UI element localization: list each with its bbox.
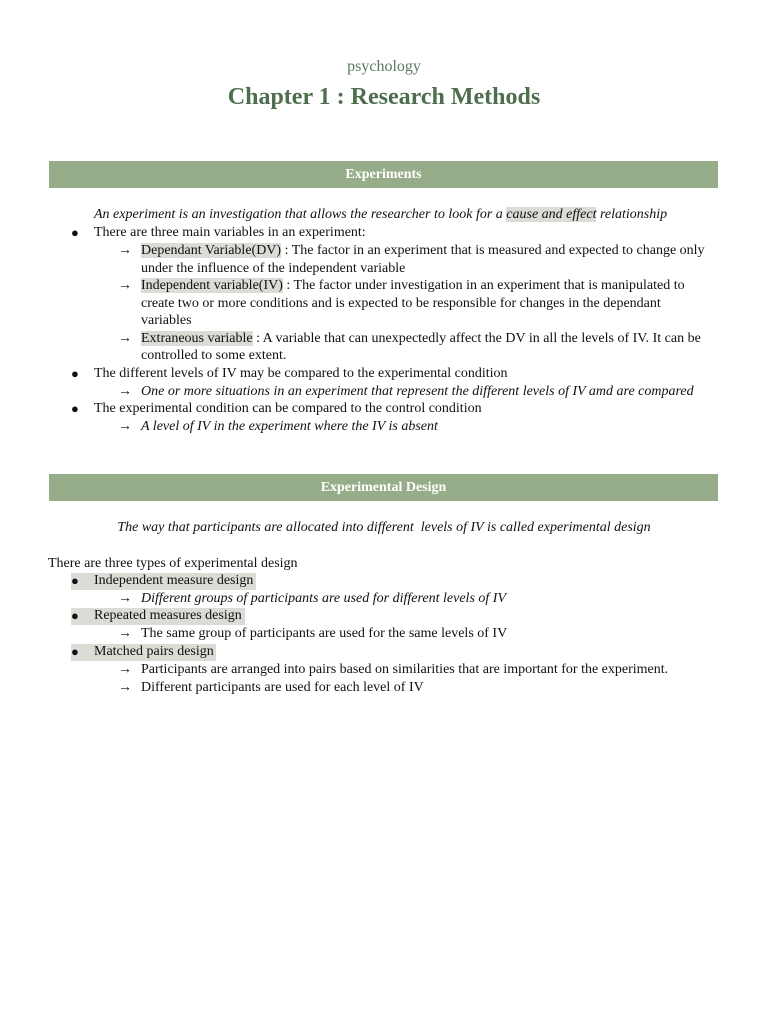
bullet-icon: ● — [71, 608, 79, 623]
bullet-icon: ● — [71, 401, 79, 416]
section-header-experiments: Experiments — [49, 161, 718, 188]
arrow-icon: → — [118, 384, 132, 399]
matched-note-2: Different participants are used for each level of IV — [141, 680, 424, 695]
design-intro: There are three types of experimental design — [48, 556, 298, 571]
bullet-icon: ● — [71, 644, 79, 659]
subject-label: psychology — [347, 58, 421, 75]
section-header-experimental-design: Experimental Design — [49, 474, 718, 501]
iv-desc: : The factor under investigation in an experiment that is manipulated to — [282, 278, 685, 293]
design-type-independent: Independent measure design — [94, 573, 254, 588]
definition-text-pre: An experiment is an investigation that allows the researcher to look for a — [94, 207, 507, 222]
dv-definition-line2: under the influence of the independent variable — [141, 261, 406, 276]
design-definition: The way that participants are allocated into different levels of IV is called experimental design — [117, 520, 651, 535]
iv-term: Independent variable(IV) — [141, 278, 283, 293]
independent-note: Different groups of participants are used for different levels of IV — [141, 591, 506, 606]
arrow-icon: → — [118, 626, 132, 641]
chapter-title: Chapter 1 : Research Methods — [227, 84, 541, 110]
ev-definition-line1 — [141, 330, 701, 348]
iv-definition-line1 — [141, 277, 685, 295]
bullet-icon: ● — [71, 225, 79, 240]
bullet-control-condition: The experimental condition can be compared to the control condition — [94, 401, 482, 416]
arrow-icon: → — [118, 243, 132, 258]
iv-definition-line2: create two or more conditions and is expected to be responsible for changes in the dependant — [141, 296, 661, 311]
ev-term: Extraneous variable — [141, 331, 253, 346]
ev-desc: : A variable that can unexpectedly affect the DV in all the levels of IV. It can be — [252, 331, 701, 346]
iv-definition-line3: variables — [141, 313, 192, 328]
bullet-icon: ● — [71, 366, 79, 381]
arrow-icon: → — [118, 591, 132, 606]
design-type-matched: Matched pairs design — [94, 644, 214, 659]
control-condition-note: A level of IV in the experiment where the IV is absent — [141, 419, 438, 434]
highlight-cause-effect: cause and effect — [506, 207, 597, 222]
dv-definition-line1 — [141, 242, 705, 260]
dv-desc: : The factor in an experiment that is measured and expected to change only — [281, 243, 705, 258]
definition-text-post: relationship — [596, 207, 668, 222]
bullet-three-variables: There are three main variables in an experiment: — [94, 225, 366, 240]
arrow-icon: → — [118, 662, 132, 677]
dv-term: Dependant Variable(DV) — [141, 243, 282, 258]
arrow-icon: → — [118, 278, 132, 293]
arrow-icon: → — [118, 331, 132, 346]
bullet-levels-iv: The different levels of IV may be compared to the experimental condition — [94, 366, 508, 381]
design-type-repeated: Repeated measures design — [94, 608, 242, 623]
bullet-icon: ● — [71, 573, 79, 588]
levels-iv-note: One or more situations in an experiment that represent the different levels of IV amd are compared — [141, 384, 694, 399]
arrow-icon: → — [118, 680, 132, 695]
experiment-definition — [94, 206, 667, 224]
arrow-icon: → — [118, 419, 132, 434]
ev-definition-line2: controlled to some extent. — [141, 348, 287, 363]
matched-note-1: Participants are arranged into pairs based on similarities that are important for the experiment. — [141, 662, 669, 677]
repeated-note: The same group of participants are used for the same levels of IV — [141, 626, 508, 641]
